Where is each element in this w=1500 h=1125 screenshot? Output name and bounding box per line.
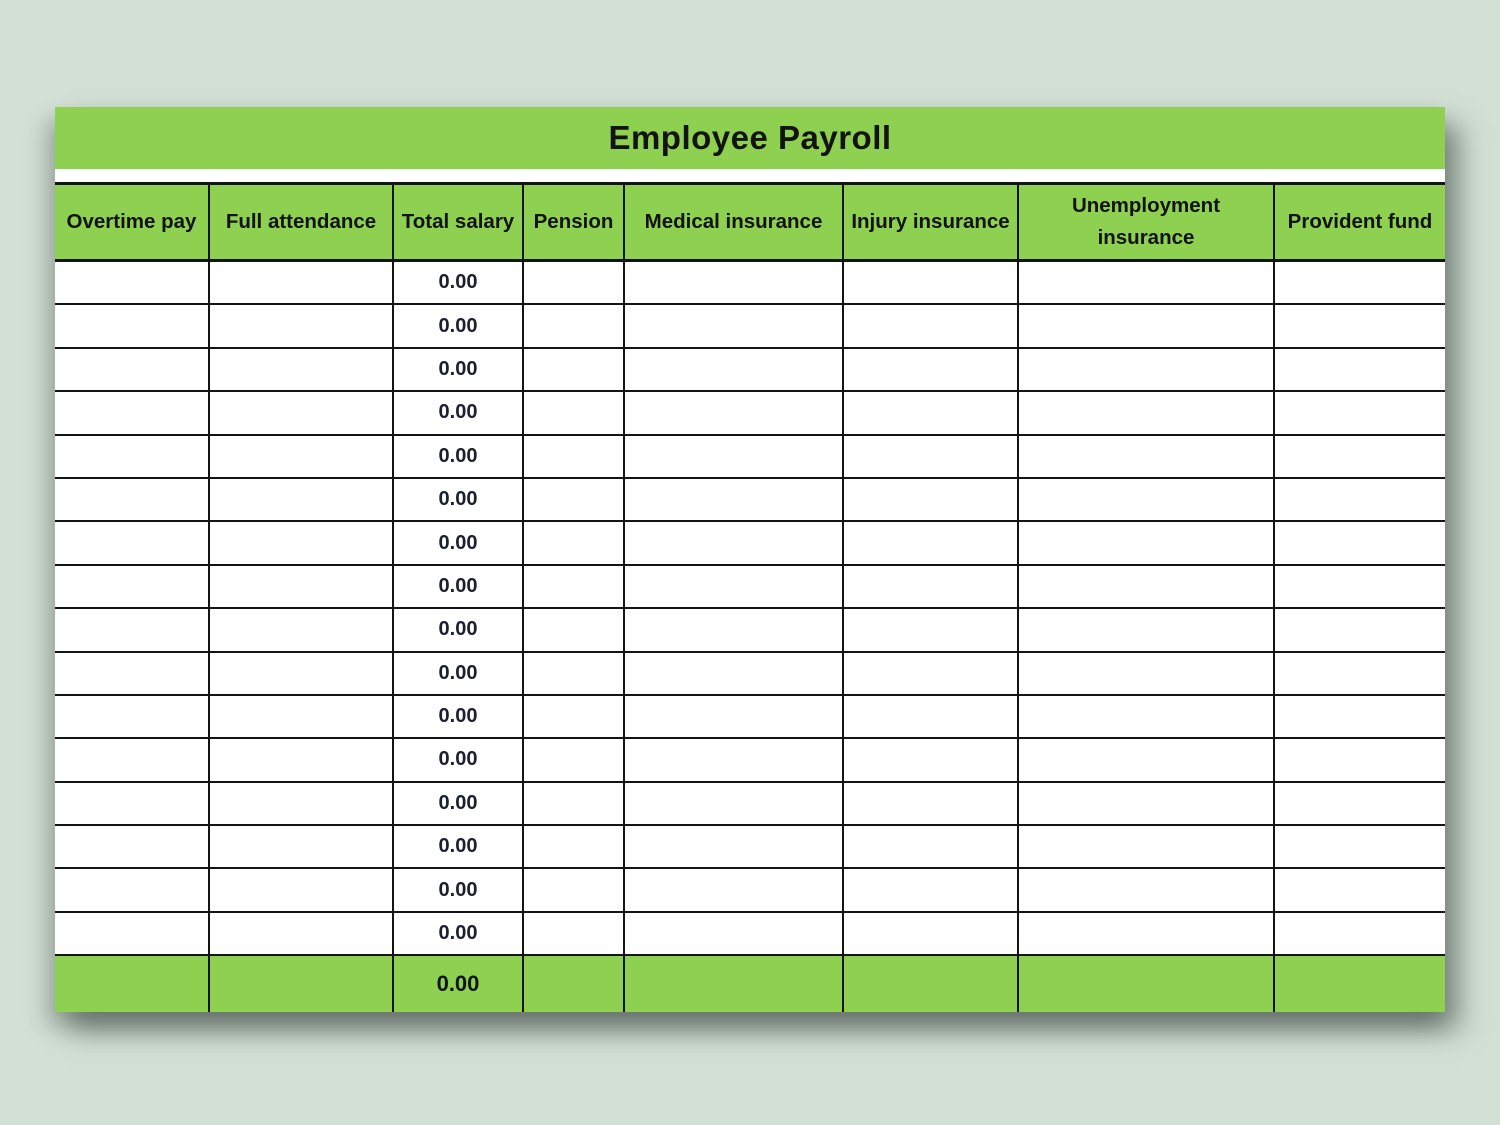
header-row [55, 184, 1445, 261]
empty-cell-full-attendance[interactable] [209, 348, 393, 391]
empty-cell-pension[interactable] [523, 348, 624, 391]
empty-cell-pension[interactable] [523, 435, 624, 478]
empty-cell-overtime-pay[interactable] [55, 652, 209, 695]
empty-cell-medical-insurance[interactable] [624, 782, 843, 825]
empty-cell-overtime-pay[interactable] [55, 695, 209, 738]
empty-cell-medical-insurance[interactable] [624, 912, 843, 955]
empty-cell-pension[interactable] [523, 652, 624, 695]
empty-cell-medical-insurance[interactable] [624, 652, 843, 695]
empty-cell-overtime-pay[interactable] [55, 738, 209, 781]
empty-cell-provident-fund[interactable] [1274, 478, 1445, 521]
sheet-title: Employee Payroll [608, 119, 892, 156]
empty-cell-full-attendance[interactable] [209, 261, 393, 305]
empty-cell-provident-fund[interactable] [1274, 391, 1445, 434]
empty-cell-pension[interactable] [523, 868, 624, 911]
empty-cell-full-attendance[interactable] [209, 825, 393, 868]
total-salary-cell[interactable]: 0.00 [393, 782, 523, 825]
empty-cell-pension[interactable] [523, 738, 624, 781]
total-row-empty-cell-pension[interactable] [523, 955, 624, 1012]
total-salary-cell[interactable]: 0.00 [393, 608, 523, 651]
empty-cell-unemployment-insurance[interactable] [1018, 391, 1274, 434]
empty-cell-medical-insurance[interactable] [624, 738, 843, 781]
total-row-empty-cell-full-attendance[interactable] [209, 955, 393, 1012]
table-row [55, 521, 1445, 564]
empty-cell-provident-fund[interactable] [1274, 521, 1445, 564]
empty-cell-provident-fund[interactable] [1274, 348, 1445, 391]
column-header-injury-insurance [843, 184, 1018, 261]
empty-cell-provident-fund[interactable] [1274, 825, 1445, 868]
empty-cell-overtime-pay[interactable] [55, 608, 209, 651]
table-body [55, 261, 1445, 956]
total-salary-cell[interactable]: 0.00 [393, 652, 523, 695]
table-row [55, 478, 1445, 521]
empty-cell-provident-fund[interactable] [1274, 435, 1445, 478]
empty-cell-pension[interactable] [523, 695, 624, 738]
table-row [55, 912, 1445, 955]
empty-cell-provident-fund[interactable] [1274, 912, 1445, 955]
empty-cell-medical-insurance[interactable] [624, 348, 843, 391]
table-row [55, 348, 1445, 391]
empty-cell-provident-fund[interactable] [1274, 565, 1445, 608]
empty-cell-unemployment-insurance[interactable] [1018, 435, 1274, 478]
empty-cell-medical-insurance[interactable] [624, 695, 843, 738]
title-divider [55, 169, 1445, 182]
empty-cell-injury-insurance[interactable] [843, 391, 1018, 434]
total-row-empty-cell-injury-insurance[interactable] [843, 955, 1018, 1012]
empty-cell-unemployment-insurance[interactable] [1018, 912, 1274, 955]
empty-cell-overtime-pay[interactable] [55, 521, 209, 564]
empty-cell-injury-insurance[interactable] [843, 825, 1018, 868]
payroll-table [55, 182, 1445, 1012]
column-header-label: Total salary [401, 210, 515, 234]
table-row [55, 738, 1445, 781]
total-salary-cell[interactable]: 0.00 [393, 565, 523, 608]
empty-cell-overtime-pay[interactable] [55, 825, 209, 868]
table-row [55, 868, 1445, 911]
empty-cell-unemployment-insurance[interactable] [1018, 695, 1274, 738]
empty-cell-overtime-pay[interactable] [55, 868, 209, 911]
empty-cell-overtime-pay[interactable] [55, 304, 209, 347]
empty-cell-provident-fund[interactable] [1274, 868, 1445, 911]
total-salary-cell[interactable]: 0.00 [393, 435, 523, 478]
total-salary-cell[interactable]: 0.00 [393, 478, 523, 521]
empty-cell-full-attendance[interactable] [209, 738, 393, 781]
empty-cell-provident-fund[interactable] [1274, 304, 1445, 347]
table-row [55, 261, 1445, 305]
empty-cell-pension[interactable] [523, 261, 624, 305]
total-salary-cell[interactable]: 0.00 [393, 912, 523, 955]
empty-cell-provident-fund[interactable] [1274, 695, 1445, 738]
total-salary-cell[interactable]: 0.00 [393, 348, 523, 391]
empty-cell-provident-fund[interactable] [1274, 652, 1445, 695]
empty-cell-injury-insurance[interactable] [843, 304, 1018, 347]
column-header-label: Unemployment insurance [1071, 194, 1221, 249]
empty-cell-pension[interactable] [523, 782, 624, 825]
empty-cell-injury-insurance[interactable] [843, 565, 1018, 608]
total-row-empty-cell-provident-fund[interactable] [1274, 955, 1445, 1012]
empty-cell-overtime-pay[interactable] [55, 435, 209, 478]
table-row [55, 608, 1445, 651]
total-salary-cell[interactable]: 0.00 [393, 738, 523, 781]
empty-cell-injury-insurance[interactable] [843, 912, 1018, 955]
empty-cell-unemployment-insurance[interactable] [1018, 782, 1274, 825]
column-header-label: Medical insurance [644, 210, 823, 234]
empty-cell-overtime-pay[interactable] [55, 565, 209, 608]
column-header-label: Overtime pay [66, 210, 197, 234]
empty-cell-full-attendance[interactable] [209, 782, 393, 825]
empty-cell-injury-insurance[interactable] [843, 521, 1018, 564]
total-salary-cell[interactable]: 0.00 [393, 521, 523, 564]
empty-cell-pension[interactable] [523, 521, 624, 564]
column-header-label: Full attendance [225, 210, 377, 234]
empty-cell-unemployment-insurance[interactable] [1018, 652, 1274, 695]
column-header-unemployment-insurance [1018, 184, 1274, 261]
total-salary-cell[interactable]: 0.00 [393, 695, 523, 738]
empty-cell-medical-insurance[interactable] [624, 608, 843, 651]
column-header-label: Injury insurance [851, 210, 1010, 234]
empty-cell-injury-insurance[interactable] [843, 695, 1018, 738]
empty-cell-injury-insurance[interactable] [843, 652, 1018, 695]
total-salary-cell[interactable]: 0.00 [393, 304, 523, 347]
empty-cell-pension[interactable] [523, 608, 624, 651]
empty-cell-full-attendance[interactable] [209, 435, 393, 478]
empty-cell-full-attendance[interactable] [209, 304, 393, 347]
empty-cell-injury-insurance[interactable] [843, 261, 1018, 305]
empty-cell-injury-insurance[interactable] [843, 608, 1018, 651]
table-row [55, 391, 1445, 434]
total-salary-sum-cell[interactable]: 0.00 [393, 955, 523, 1012]
table-row [55, 695, 1445, 738]
table-row [55, 825, 1445, 868]
column-header-label: Provident fund [1287, 210, 1433, 234]
empty-cell-unemployment-insurance[interactable] [1018, 738, 1274, 781]
empty-cell-unemployment-insurance[interactable] [1018, 521, 1274, 564]
table-row [55, 435, 1445, 478]
empty-cell-full-attendance[interactable] [209, 565, 393, 608]
empty-cell-injury-insurance[interactable] [843, 435, 1018, 478]
empty-cell-overtime-pay[interactable] [55, 478, 209, 521]
empty-cell-full-attendance[interactable] [209, 652, 393, 695]
empty-cell-medical-insurance[interactable] [624, 304, 843, 347]
empty-cell-unemployment-insurance[interactable] [1018, 304, 1274, 347]
empty-cell-medical-insurance[interactable] [624, 478, 843, 521]
empty-cell-injury-insurance[interactable] [843, 868, 1018, 911]
empty-cell-pension[interactable] [523, 565, 624, 608]
empty-cell-pension[interactable] [523, 825, 624, 868]
empty-cell-medical-insurance[interactable] [624, 825, 843, 868]
empty-cell-pension[interactable] [523, 478, 624, 521]
empty-cell-unemployment-insurance[interactable] [1018, 825, 1274, 868]
total-salary-cell[interactable]: 0.00 [393, 868, 523, 911]
empty-cell-pension[interactable] [523, 304, 624, 347]
empty-cell-injury-insurance[interactable] [843, 478, 1018, 521]
table-row [55, 652, 1445, 695]
column-header-total-salary [393, 184, 523, 261]
empty-cell-pension[interactable] [523, 912, 624, 955]
empty-cell-unemployment-insurance[interactable] [1018, 868, 1274, 911]
empty-cell-unemployment-insurance[interactable] [1018, 261, 1274, 305]
empty-cell-injury-insurance[interactable] [843, 782, 1018, 825]
empty-cell-full-attendance[interactable] [209, 521, 393, 564]
empty-cell-medical-insurance[interactable] [624, 521, 843, 564]
empty-cell-overtime-pay[interactable] [55, 391, 209, 434]
empty-cell-injury-insurance[interactable] [843, 348, 1018, 391]
total-salary-cell[interactable]: 0.00 [393, 261, 523, 305]
empty-cell-overtime-pay[interactable] [55, 912, 209, 955]
empty-cell-provident-fund[interactable] [1274, 738, 1445, 781]
table-row [55, 782, 1445, 825]
total-salary-cell[interactable]: 0.00 [393, 825, 523, 868]
sheet-title-bar [55, 107, 1445, 169]
column-header-pension [523, 184, 624, 261]
empty-cell-provident-fund[interactable] [1274, 608, 1445, 651]
empty-cell-provident-fund[interactable] [1274, 261, 1445, 305]
empty-cell-unemployment-insurance[interactable] [1018, 348, 1274, 391]
column-header-full-attendance [209, 184, 393, 261]
empty-cell-medical-insurance[interactable] [624, 261, 843, 305]
empty-cell-unemployment-insurance[interactable] [1018, 608, 1274, 651]
empty-cell-injury-insurance[interactable] [843, 738, 1018, 781]
empty-cell-medical-insurance[interactable] [624, 391, 843, 434]
total-row-empty-cell-medical-insurance[interactable] [624, 955, 843, 1012]
empty-cell-full-attendance[interactable] [209, 391, 393, 434]
empty-cell-full-attendance[interactable] [209, 912, 393, 955]
column-header-overtime-pay [55, 184, 209, 261]
column-header-provident-fund [1274, 184, 1445, 261]
total-row [55, 955, 1445, 1012]
empty-cell-overtime-pay[interactable] [55, 261, 209, 305]
total-row-empty-cell-overtime-pay[interactable] [55, 955, 209, 1012]
empty-cell-full-attendance[interactable] [209, 695, 393, 738]
empty-cell-pension[interactable] [523, 391, 624, 434]
empty-cell-full-attendance[interactable] [209, 478, 393, 521]
empty-cell-unemployment-insurance[interactable] [1018, 478, 1274, 521]
table-row [55, 565, 1445, 608]
empty-cell-medical-insurance[interactable] [624, 565, 843, 608]
empty-cell-overtime-pay[interactable] [55, 348, 209, 391]
total-row-empty-cell-unemployment-insurance[interactable] [1018, 955, 1274, 1012]
column-header-label: Pension [533, 210, 614, 234]
empty-cell-unemployment-insurance[interactable] [1018, 565, 1274, 608]
empty-cell-medical-insurance[interactable] [624, 868, 843, 911]
table-row [55, 304, 1445, 347]
empty-cell-overtime-pay[interactable] [55, 782, 209, 825]
empty-cell-full-attendance[interactable] [209, 868, 393, 911]
total-salary-cell[interactable]: 0.00 [393, 391, 523, 434]
empty-cell-full-attendance[interactable] [209, 608, 393, 651]
payroll-sheet [55, 107, 1445, 1012]
empty-cell-medical-insurance[interactable] [624, 435, 843, 478]
column-header-medical-insurance [624, 184, 843, 261]
empty-cell-provident-fund[interactable] [1274, 782, 1445, 825]
